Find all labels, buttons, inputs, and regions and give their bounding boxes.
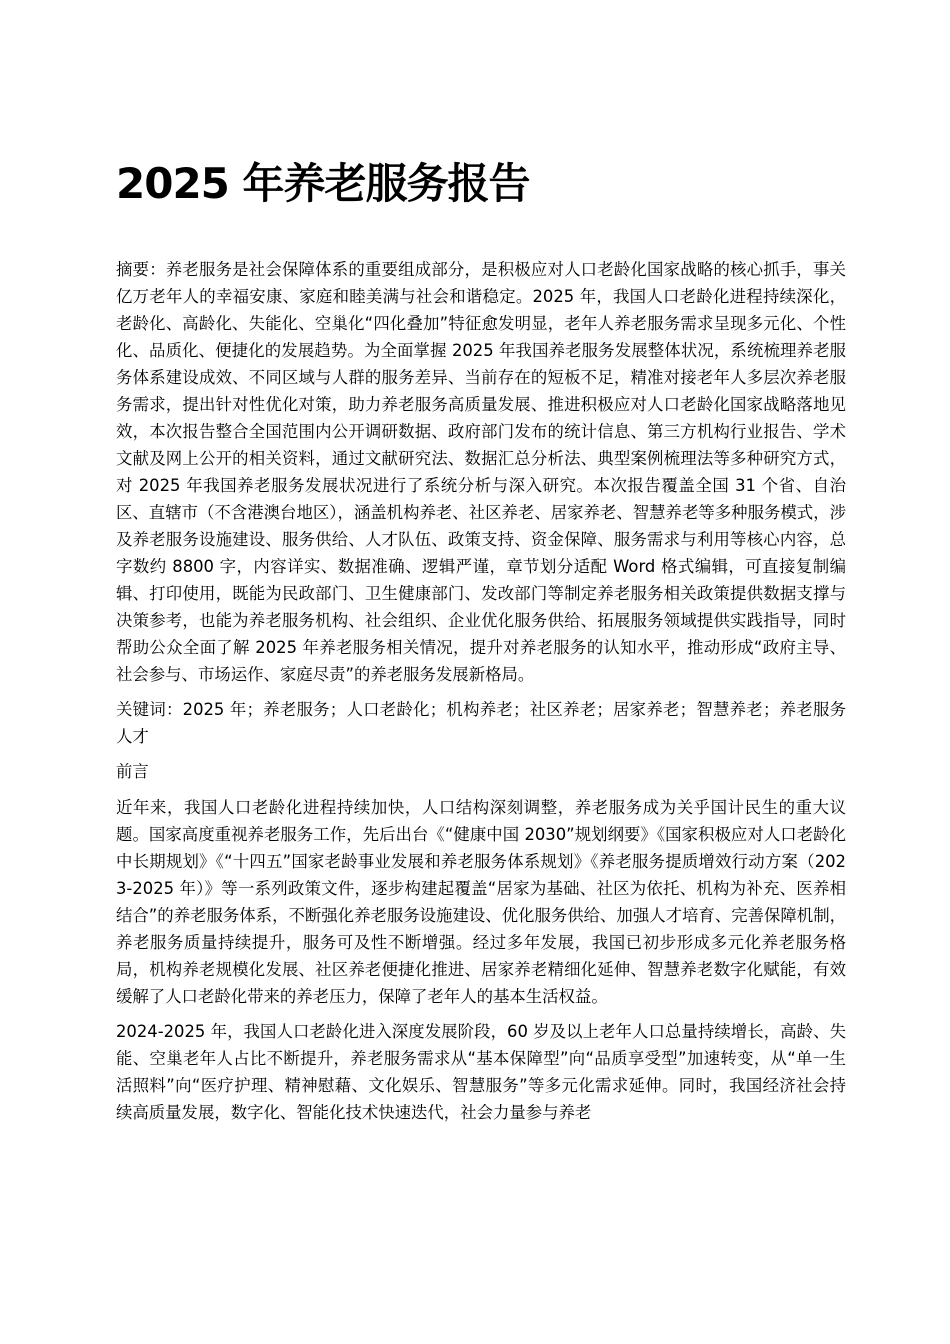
document-body bbox=[116, 256, 846, 1134]
document-title: 2025 年养老服务报告 bbox=[116, 159, 530, 208]
preface-heading: 前言 bbox=[116, 762, 149, 781]
abstract-paragraph: 摘要：养老服务是社会保障体系的重要组成部分，是积极应对人口老龄化国家战略的核心抓手，事关亿万老年人的幸福安康、家庭和睦美满与社会和谐稳定。2025 年，我国人口老龄化进程持续深化，老龄化、高龄化、失能化、空巢化“四化叠加”特征愈发明显，老年人养老服务需求呈现多元化、个性化、品质化、便捷化的发展趋势。为全面掌握 2025 年我国养老服务发展整体状况，系统梳理养老服务体系建设成效、不同区域与人群的服务差异、当前存在的短板不足，精准对接老年人多层次养老服务需求，提出针对性优化对策，助力养老服务高质量发展、推进积极应对人口老龄化国家战略落地见效，本次报告整合全国范围内公开调研数据、政府部门发布的统计信息、第三方机构行业报告、学术文献及网上公开的相关资料，通过文献研究法、数据汇总分析法、典型案例梳理法等多种研究方式，对 2025 年我国养老服务发展状况进行了系统分析与深入研究。本次报告覆盖全国 31 个省、自治区、直辖市（不含港澳台地区），涵盖机构养老、社区养老、居家养老、智慧养老等多种服务模式，涉及养老服务设施建设、服务供给、人才队伍、政策支持、资金保障、服务需求与利用等核心内容，总字数约 8800 字，内容详实、数据准确、逻辑严谨，章节划分适配 Word 格式编辑，可直接复制编辑、打印使用，既能为民政部门、卫生健康部门、发改部门等制定养老服务相关政策提供数据支撑与决策参考，也能为养老服务机构、社会组织、企业优化服务供给、拓展服务领域提供实践指导，同时帮助公众全面了解 2025 年养老服务相关情况，提升对养老服务的认知水平，推动形成“政府主导、社会参与、市场运作、家庭尽责”的养老服务发展新格局。 bbox=[116, 260, 846, 684]
preface-paragraph-1: 近年来，我国人口老龄化进程持续加快，人口结构深刻调整，养老服务成为关乎国计民生的重大议题。国家高度重视养老服务工作，先后出台《“健康中国 2030”规划纲要》《国家积极应对人口老龄化中长期规划》《“十四五”国家老龄事业发展和养老服务体系规划》《养老服务提质增效行动方案（2023-2025 年）》等一系列政策文件，逐步构建起覆盖“居家为基础、社区为依托、机构为补充、医养相结合”的养老服务体系，不断强化养老服务设施建设、优化服务供给、加强人才培育、完善保障机制，养老服务质量持续提升，服务可及性不断增强。经过多年发展，我国已初步形成多元化养老服务格局，机构养老规模化发展、社区养老便捷化推进、居家养老精细化延伸、智慧养老数字化赋能，有效缓解了人口老龄化带来的养老压力，保障了老年人的基本生活权益。 bbox=[116, 798, 846, 1006]
preface-paragraph-2: 2024-2025 年，我国人口老龄化进入深度发展阶段，60 岁及以上老年人口总量持续增长，高龄、失能、空巢老年人占比不断提升，养老服务需求从“基本保障型”向“品质享受型”加速转变，从“单一生活照料”向“医疗护理、精神慰藉、文化娱乐、智慧服务”等多元化需求延伸。同时，我国经济社会持续高质量发展，数字化、智能化技术快速迭代，社会力量参与养老 bbox=[116, 1022, 846, 1122]
keywords-paragraph: 关键词：2025 年；养老服务；人口老龄化；机构养老；社区养老；居家养老；智慧养老；养老服务人才 bbox=[116, 700, 846, 746]
